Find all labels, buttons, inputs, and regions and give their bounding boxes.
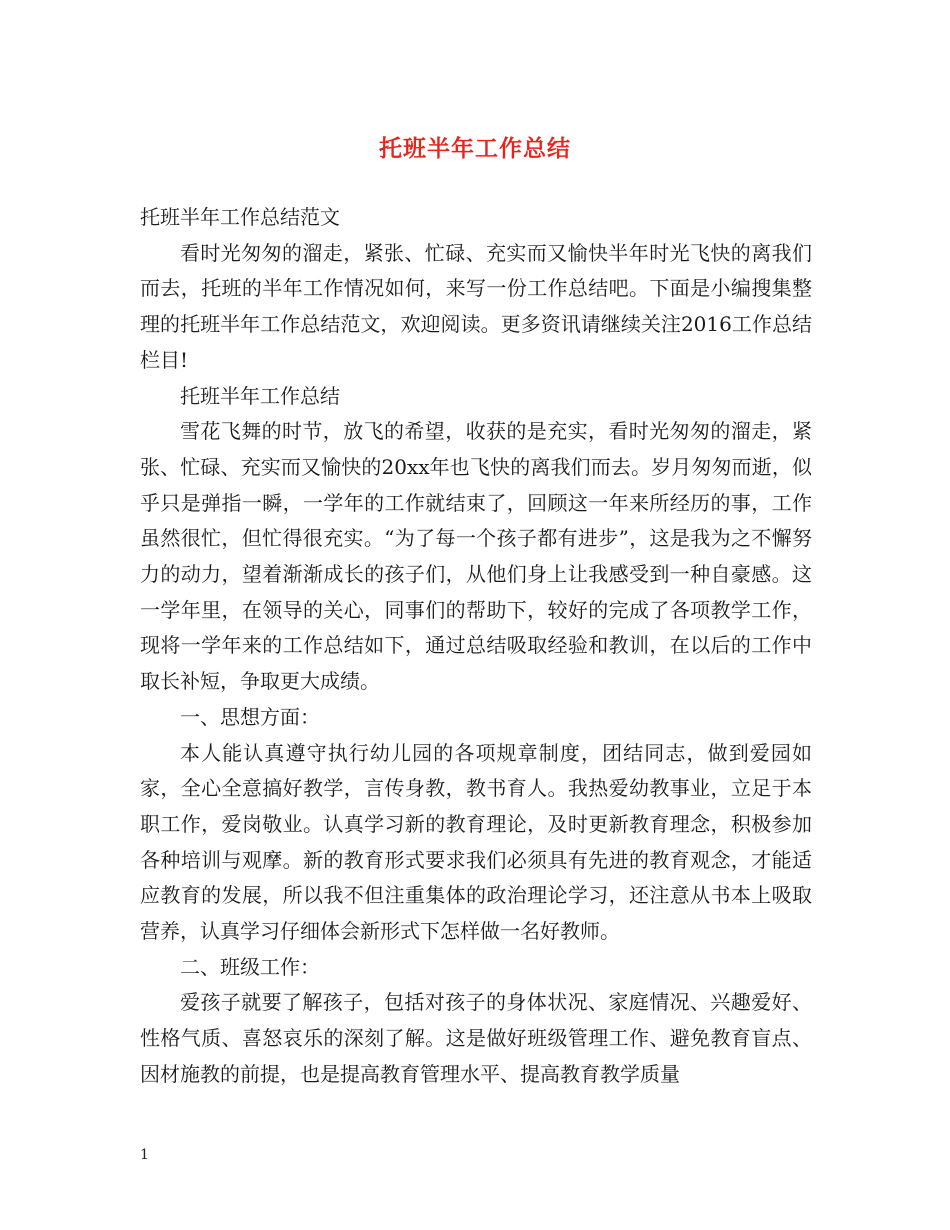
section-heading-class: 二、班级工作： [180, 954, 320, 979]
section-heading-summary: 托班半年工作总结 [180, 383, 340, 408]
paragraph-class: 爱孩子就要了解孩子，包括对孩子的身体状况、家庭情况、兴趣爱好、性格气质、喜怒哀乐的深刻了解。这是做好班级管理工作、避免教育盲点、因材施教的前提，也是提高教育管理水平、提高教育教学质量 [140, 990, 812, 1086]
section-heading-thought: 一、思想方面： [180, 704, 320, 729]
paragraph-review: 雪花飞舞的时节，放飞的希望，收获的是充实，看时光匆匆的溜走，紧张、忙碌、充实而又愉快的20xx年也飞快的离我们而去。岁月匆匆而逝，似乎只是弹指一瞬，一学年的工作就结束了，回顾这一年来所经历的事，工作虽然很忙，但忙得很充实。“为了每一个孩子都有进步”，这是我为之不懈努力的动力，望着渐渐成长的孩子们，从他们身上让我感受到一种自豪感。这一学年里，在领导的关心，同事们的帮助下，较好的完成了各项教学工作，现将一学年来的工作总结如下，通过总结吸取经验和教训，在以后的工作中取长补短，争取更大成绩。 [140, 419, 812, 694]
document-body [140, 200, 812, 1093]
page-number: 1 [140, 1147, 149, 1163]
paragraph-intro: 看时光匆匆的溜走，紧张、忙碌、充实而又愉快半年时光飞快的离我们而去，托班的半年工作情况如何，来写一份工作总结吧。下面是小编搜集整理的托班半年工作总结范文，欢迎阅读。更多资讯请继续关注2016工作总结栏目! [140, 240, 812, 372]
document-subtitle: 托班半年工作总结范文 [140, 205, 340, 229]
document-title: 托班半年工作总结 [379, 135, 571, 162]
paragraph-thought: 本人能认真遵守执行幼儿园的各项规章制度，团结同志，做到爱园如家，全心全意搞好教学，言传身教，教书育人。我热爱幼教事业，立足于本职工作，爱岗敬业。认真学习新的教育理论，及时更新教育理念，积极参加各种培训与观摩。新的教育形式要求我们必须具有先进的教育观念，才能适应教育的发展，所以我不但注重集体的政治理论学习，还注意从书本上吸取营养，认真学习仔细体会新形式下怎样做一名好教师。 [140, 740, 812, 944]
